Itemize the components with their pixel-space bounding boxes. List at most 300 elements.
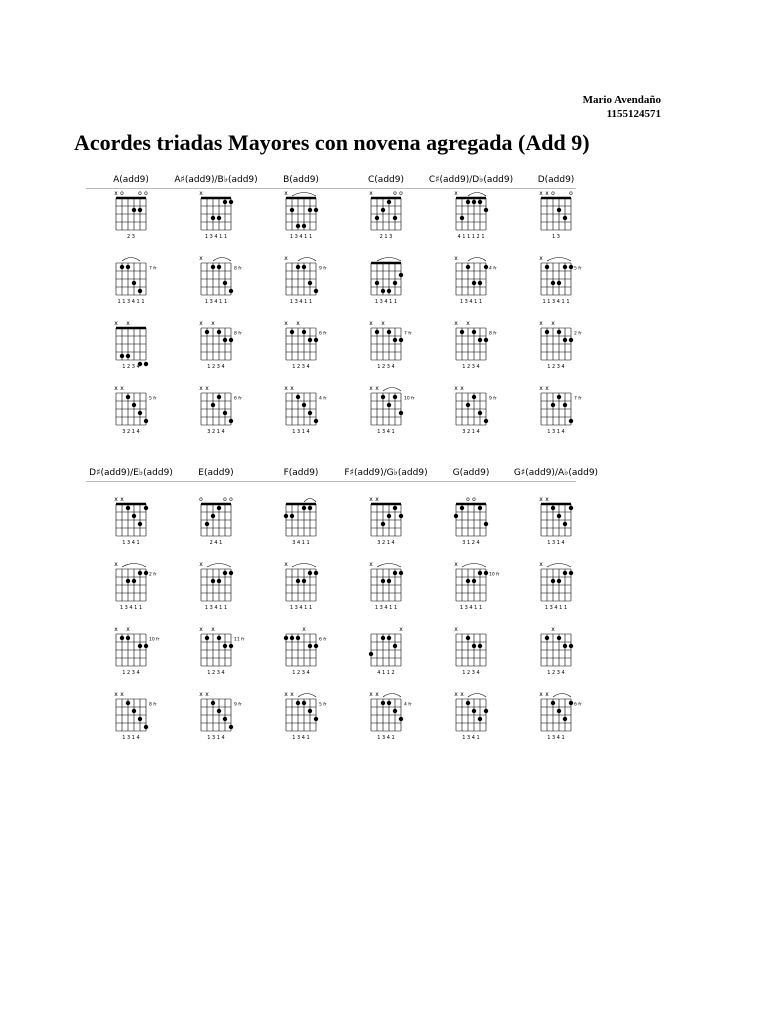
finger-dot xyxy=(557,636,561,640)
finger-dot xyxy=(144,644,148,648)
finger-dot xyxy=(393,506,397,510)
chord-diagram xyxy=(446,622,508,678)
barre-arc xyxy=(298,258,316,262)
open-string-mark: o xyxy=(199,496,203,503)
fret-number-label: 8 fr xyxy=(489,331,497,337)
finger-dot xyxy=(211,514,215,518)
chord-diagram xyxy=(446,557,508,613)
finger-dot xyxy=(205,330,209,334)
fingering-label: 1 1 3 4 1 1 xyxy=(542,299,570,305)
finger-dot xyxy=(557,579,561,583)
finger-dot xyxy=(290,514,294,518)
muted-string-mark: x xyxy=(120,385,124,392)
finger-dot xyxy=(314,289,318,293)
chord-name: F(add9) xyxy=(283,468,319,478)
finger-dot xyxy=(229,419,233,423)
chord-name: G♯(add9)/A♭(add9) xyxy=(513,468,599,478)
muted-string-mark: x xyxy=(369,561,373,568)
muted-string-mark: x xyxy=(551,320,555,327)
finger-dot xyxy=(284,636,288,640)
muted-string-mark: x xyxy=(199,255,203,262)
open-string-mark: o xyxy=(223,496,227,503)
finger-dot xyxy=(223,411,227,415)
barre-arc xyxy=(292,193,316,197)
finger-dot xyxy=(120,354,124,358)
chord-diagram xyxy=(276,492,338,548)
finger-dot xyxy=(205,636,209,640)
fret-number-label: 8 fr xyxy=(234,331,242,337)
fingering-label: 1 3 4 1 1 xyxy=(289,234,313,240)
fret-number-label: 2 fr xyxy=(574,331,582,337)
muted-string-mark: x xyxy=(545,385,549,392)
finger-dot xyxy=(557,208,561,212)
finger-dot xyxy=(144,571,148,575)
finger-dot xyxy=(375,281,379,285)
finger-dot xyxy=(302,701,306,705)
finger-dot xyxy=(296,224,300,228)
fingering-label: 1 2 3 4 xyxy=(547,670,565,676)
finger-dot xyxy=(302,579,306,583)
finger-dot xyxy=(393,709,397,713)
fingering-label: 1 3 4 1 1 xyxy=(544,605,568,611)
finger-dot xyxy=(393,395,397,399)
fingering-label: 1 3 4 1 xyxy=(547,735,565,741)
chord-diagram xyxy=(531,316,593,372)
fingering-label: 1 1 3 4 1 1 xyxy=(117,299,145,305)
names-separator xyxy=(86,481,576,482)
fingering-label: 1 3 4 1 1 xyxy=(374,299,398,305)
muted-string-mark: x xyxy=(369,385,373,392)
finger-dot xyxy=(387,330,391,334)
chord-name: D♯(add9)/E♭(add9) xyxy=(89,468,173,478)
fingering-label: 1 3 4 1 1 xyxy=(204,605,228,611)
finger-dot xyxy=(211,701,215,705)
finger-dot xyxy=(484,265,488,269)
chord-diagram xyxy=(361,557,423,613)
chord-diagram xyxy=(446,316,508,372)
chord-diagram xyxy=(446,381,508,437)
muted-string-mark: x xyxy=(454,626,458,633)
finger-dot xyxy=(144,725,148,729)
chord-diagram xyxy=(191,251,253,307)
muted-string-mark: x xyxy=(114,190,118,197)
fret-number-label: 5 fr xyxy=(149,396,157,402)
fingering-label: 1 3 4 1 1 xyxy=(289,605,313,611)
finger-dot xyxy=(296,395,300,399)
chord-diagram xyxy=(446,492,508,548)
muted-string-mark: x xyxy=(114,691,118,698)
finger-dot xyxy=(138,717,142,721)
barre-arc xyxy=(553,694,571,698)
fingering-label: 1 2 3 4 xyxy=(462,364,480,370)
fingering-label: 1 2 3 4 xyxy=(462,670,480,676)
chord-diagram xyxy=(191,381,253,437)
fingering-label: 1 3 4 1 xyxy=(292,735,310,741)
fingering-label: 3 2 1 4 xyxy=(377,540,395,546)
finger-dot xyxy=(126,636,130,640)
finger-dot xyxy=(314,208,318,212)
finger-dot xyxy=(393,338,397,342)
chord-diagram xyxy=(531,186,593,242)
finger-dot xyxy=(144,506,148,510)
finger-dot xyxy=(466,200,470,204)
finger-dot xyxy=(290,208,294,212)
finger-dot xyxy=(551,281,555,285)
muted-string-mark: x xyxy=(284,561,288,568)
fingering-label: 2 1 3 xyxy=(379,234,393,240)
fingering-label: 1 3 4 1 1 xyxy=(289,299,313,305)
finger-dot xyxy=(381,395,385,399)
muted-string-mark: x xyxy=(114,385,118,392)
muted-string-mark: x xyxy=(545,190,549,197)
muted-string-mark: x xyxy=(126,320,130,327)
finger-dot xyxy=(399,571,403,575)
finger-dot xyxy=(381,701,385,705)
open-string-mark: o xyxy=(144,190,148,197)
finger-dot xyxy=(460,330,464,334)
finger-dot xyxy=(466,265,470,269)
finger-dot xyxy=(569,701,573,705)
finger-dot xyxy=(223,644,227,648)
fret-number-label: 5 fr xyxy=(574,266,582,272)
finger-dot xyxy=(478,338,482,342)
chord-diagram xyxy=(276,186,338,242)
finger-dot xyxy=(466,579,470,583)
muted-string-mark: x xyxy=(114,626,118,633)
finger-dot xyxy=(375,216,379,220)
fingering-label: 1 3 4 1 1 xyxy=(374,605,398,611)
muted-string-mark: x xyxy=(114,320,118,327)
chord-diagram xyxy=(106,492,168,548)
finger-dot xyxy=(308,709,312,713)
muted-string-mark: x xyxy=(375,691,379,698)
chord-diagram xyxy=(106,251,168,307)
finger-dot xyxy=(290,636,294,640)
open-string-mark: o xyxy=(120,190,124,197)
finger-dot xyxy=(387,403,391,407)
chord-diagram xyxy=(446,687,508,743)
muted-string-mark: x xyxy=(369,496,373,503)
barre-arc xyxy=(298,694,316,698)
finger-dot xyxy=(484,338,488,342)
finger-dot xyxy=(569,338,573,342)
barre-arc xyxy=(383,388,401,392)
finger-dot xyxy=(563,265,567,269)
fingering-label: 1 3 1 4 xyxy=(292,429,310,435)
barre-arc xyxy=(213,258,231,262)
finger-dot xyxy=(466,403,470,407)
finger-dot xyxy=(217,330,221,334)
muted-string-mark: x xyxy=(454,691,458,698)
chord-diagram xyxy=(361,316,423,372)
chord-diagram xyxy=(446,186,508,242)
fingering-label: 1 2 3 4 xyxy=(292,364,310,370)
finger-dot xyxy=(569,506,573,510)
finger-dot xyxy=(393,216,397,220)
finger-dot xyxy=(478,506,482,510)
chord-diagram xyxy=(191,316,253,372)
chord-diagram xyxy=(106,687,168,743)
fingering-label: 2 4 1 xyxy=(209,540,223,546)
author-id: 1155124571 xyxy=(606,108,661,120)
chord-diagram xyxy=(276,251,338,307)
finger-dot xyxy=(399,717,403,721)
open-string-mark: o xyxy=(472,496,476,503)
finger-dot xyxy=(314,644,318,648)
finger-dot xyxy=(308,571,312,575)
muted-string-mark: x xyxy=(381,320,385,327)
finger-dot xyxy=(545,265,549,269)
chord-diagram xyxy=(191,557,253,613)
muted-string-mark: x xyxy=(545,691,549,698)
finger-dot xyxy=(454,514,458,518)
finger-dot xyxy=(460,506,464,510)
finger-dot xyxy=(563,644,567,648)
muted-string-mark: x xyxy=(284,190,288,197)
barre-arc xyxy=(377,564,401,568)
finger-dot xyxy=(478,411,482,415)
chord-name: C(add9) xyxy=(368,175,404,185)
finger-dot xyxy=(223,338,227,342)
finger-dot xyxy=(472,200,476,204)
muted-string-mark: x xyxy=(302,626,306,633)
muted-string-mark: x xyxy=(199,691,203,698)
fret-number-label: 4 fr xyxy=(319,396,327,402)
finger-dot xyxy=(223,717,227,721)
fingering-label: 1 2 3 4 xyxy=(207,364,225,370)
chord-diagram xyxy=(276,381,338,437)
finger-dot xyxy=(563,338,567,342)
muted-string-mark: x xyxy=(290,691,294,698)
finger-dot xyxy=(466,701,470,705)
fret-number-label: 8 fr xyxy=(234,266,242,272)
barre-arc xyxy=(292,564,316,568)
finger-dot xyxy=(478,644,482,648)
finger-dot xyxy=(126,265,130,269)
chord-diagram xyxy=(106,316,168,372)
fret-number-label: 10 fr xyxy=(489,572,500,578)
author-block xyxy=(583,93,661,121)
finger-dot xyxy=(472,709,476,713)
finger-dot xyxy=(138,571,142,575)
finger-dot xyxy=(563,522,567,526)
finger-dot xyxy=(138,411,142,415)
finger-dot xyxy=(478,281,482,285)
finger-dot xyxy=(126,395,130,399)
muted-string-mark: x xyxy=(284,691,288,698)
finger-dot xyxy=(308,411,312,415)
finger-dot xyxy=(302,330,306,334)
chord-diagram xyxy=(276,622,338,678)
muted-string-mark: x xyxy=(284,320,288,327)
finger-dot xyxy=(120,636,124,640)
finger-dot xyxy=(296,265,300,269)
finger-dot xyxy=(563,216,567,220)
finger-dot xyxy=(369,652,373,656)
open-string-mark: o xyxy=(399,190,403,197)
finger-dot xyxy=(387,701,391,705)
finger-dot xyxy=(393,571,397,575)
fret-number-label: 7 fr xyxy=(574,396,582,402)
fingering-label: 3 2 1 4 xyxy=(122,429,140,435)
muted-string-mark: x xyxy=(120,691,124,698)
finger-dot xyxy=(557,709,561,713)
chord-name: C♯(add9)/D♭(add9) xyxy=(428,175,514,185)
chord-diagram xyxy=(531,622,593,678)
chord-diagram xyxy=(191,687,253,743)
finger-dot xyxy=(217,636,221,640)
fret-number-label: 6 fr xyxy=(234,396,242,402)
fingering-label: 4 1 1 1 2 1 xyxy=(457,234,485,240)
fingering-label: 1 3 4 1 1 xyxy=(459,299,483,305)
finger-dot xyxy=(132,709,136,713)
barre-arc xyxy=(377,258,401,262)
fingering-label: 4 1 1 2 xyxy=(377,670,395,676)
fret-number-label: 9 fr xyxy=(234,702,242,708)
muted-string-mark: x xyxy=(205,691,209,698)
finger-dot xyxy=(557,330,561,334)
finger-dot xyxy=(217,709,221,713)
fingering-label: 1 3 4 1 xyxy=(122,540,140,546)
finger-dot xyxy=(132,281,136,285)
finger-dot xyxy=(472,330,476,334)
finger-dot xyxy=(229,338,233,342)
finger-dot xyxy=(387,636,391,640)
finger-dot xyxy=(302,224,306,228)
finger-dot xyxy=(211,579,215,583)
finger-dot xyxy=(393,644,397,648)
barre-arc xyxy=(468,193,486,197)
chord-diagram xyxy=(361,622,423,678)
chord-diagram xyxy=(531,557,593,613)
muted-string-mark: x xyxy=(375,496,379,503)
finger-dot xyxy=(132,579,136,583)
chord-diagram xyxy=(531,492,593,548)
muted-string-mark: x xyxy=(120,496,124,503)
fingering-label: 1 3 4 1 1 xyxy=(459,605,483,611)
chord-name: F♯(add9)/G♭(add9) xyxy=(344,468,428,478)
finger-dot xyxy=(217,265,221,269)
finger-dot xyxy=(120,265,124,269)
finger-dot xyxy=(569,571,573,575)
open-string-mark: o xyxy=(393,190,397,197)
muted-string-mark: x xyxy=(539,190,543,197)
fingering-label: 1 3 4 1 1 xyxy=(119,605,143,611)
finger-dot xyxy=(217,216,221,220)
fingering-label: 3 2 1 4 xyxy=(462,429,480,435)
fingering-label: 1 3 4 1 xyxy=(377,735,395,741)
chord-diagram xyxy=(361,186,423,242)
chord-name: D(add9) xyxy=(537,175,575,185)
chord-diagram xyxy=(106,186,168,242)
page-title: Acordes triadas Mayores con novena agregada (Add 9) xyxy=(74,130,590,155)
fret-number-label: 10 fr xyxy=(404,396,415,402)
finger-dot xyxy=(144,419,148,423)
muted-string-mark: x xyxy=(545,496,549,503)
fingering-label: 1 2 3 4 xyxy=(292,670,310,676)
fingering-label: 1 3 1 4 xyxy=(547,429,565,435)
finger-dot xyxy=(132,514,136,518)
barre-arc xyxy=(304,499,316,503)
fingering-label: 1 3 1 4 xyxy=(207,735,225,741)
muted-string-mark: x xyxy=(539,255,543,262)
finger-dot xyxy=(484,709,488,713)
finger-dot xyxy=(393,281,397,285)
finger-dot xyxy=(563,403,567,407)
muted-string-mark: x xyxy=(284,385,288,392)
chord-diagram xyxy=(276,687,338,743)
muted-string-mark: x xyxy=(211,320,215,327)
finger-dot xyxy=(551,506,555,510)
chord-diagram xyxy=(106,381,168,437)
open-string-mark: o xyxy=(229,496,233,503)
muted-string-mark: x xyxy=(199,626,203,633)
barre-arc xyxy=(462,564,486,568)
fingering-label: 1 3 xyxy=(552,234,560,240)
finger-dot xyxy=(551,579,555,583)
muted-string-mark: x xyxy=(454,255,458,262)
fret-number-label: 9 fr xyxy=(319,266,327,272)
fret-number-label: 6 fr xyxy=(574,702,582,708)
fingering-label: 1 2 3 4 xyxy=(122,364,140,370)
fingering-label: 1 3 4 1 1 xyxy=(204,299,228,305)
finger-dot xyxy=(296,579,300,583)
finger-dot xyxy=(381,522,385,526)
chord-diagram xyxy=(361,381,423,437)
fingering-label: 1 3 1 4 xyxy=(122,735,140,741)
chord-name: A(add9) xyxy=(113,175,149,185)
chord-diagram xyxy=(446,251,508,307)
muted-string-mark: x xyxy=(551,626,555,633)
muted-string-mark: x xyxy=(290,385,294,392)
finger-dot xyxy=(387,514,391,518)
finger-dot xyxy=(314,717,318,721)
finger-dot xyxy=(569,265,573,269)
muted-string-mark: x xyxy=(460,385,464,392)
finger-dot xyxy=(478,200,482,204)
finger-dot xyxy=(138,289,142,293)
finger-dot xyxy=(302,403,306,407)
muted-string-mark: x xyxy=(199,561,203,568)
chord-diagram xyxy=(191,622,253,678)
finger-dot xyxy=(569,419,573,423)
finger-dot xyxy=(138,208,142,212)
finger-dot xyxy=(138,644,142,648)
chord-chart-area xyxy=(86,168,599,748)
finger-dot xyxy=(314,419,318,423)
finger-dot xyxy=(387,289,391,293)
chord-name: B(add9) xyxy=(283,175,319,185)
finger-dot xyxy=(229,200,233,204)
finger-dot xyxy=(308,208,312,212)
chord-diagram xyxy=(276,557,338,613)
finger-dot xyxy=(472,395,476,399)
finger-dot xyxy=(229,289,233,293)
finger-dot xyxy=(126,579,130,583)
finger-dot xyxy=(478,571,482,575)
muted-string-mark: x xyxy=(454,385,458,392)
open-string-mark: o xyxy=(466,496,470,503)
finger-dot xyxy=(223,200,227,204)
chord-name: E(add9) xyxy=(198,468,234,478)
finger-dot xyxy=(460,216,464,220)
muted-string-mark: x xyxy=(399,626,403,633)
fret-number-label: 4 fr xyxy=(489,266,497,272)
muted-string-mark: x xyxy=(114,561,118,568)
finger-dot xyxy=(308,281,312,285)
finger-dot xyxy=(217,579,221,583)
open-string-mark: o xyxy=(138,190,142,197)
